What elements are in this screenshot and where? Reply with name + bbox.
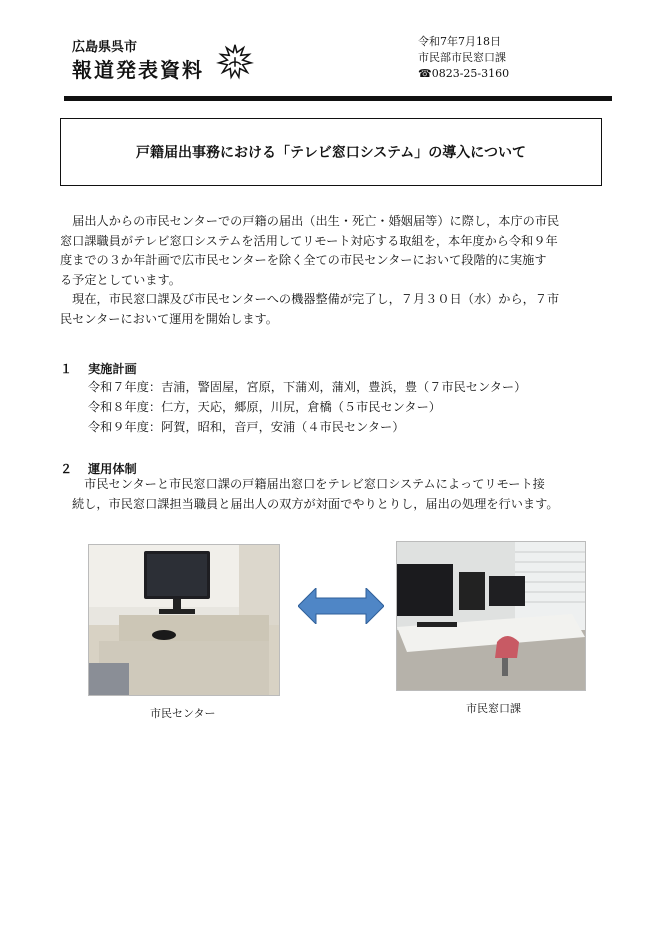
double-arrow-icon <box>298 588 384 624</box>
intro-line: 民センターにおいて運用を開始します。 <box>60 311 278 326</box>
department-name: 市民部市民窓口課 <box>418 51 506 64</box>
intro-paragraph <box>60 212 614 329</box>
intro-line: 届出人からの市民センターでの戸籍の届出（出生・死亡・婚姻届等）に際し，本庁の市民 <box>60 214 560 228</box>
release-date: 令和7年7月18日 <box>418 35 501 48</box>
plan-item: 令和９年度：阿賀，昭和，音戸，安浦（４市民センター） <box>88 420 405 434</box>
page-title: 戸籍届出事務における「テレビ窓口システム」の導入について <box>135 145 527 161</box>
citizen-center-photo <box>88 544 280 696</box>
operation-line: 続し，市民窓口課担当職員と届出人の双方が対面でやりとりし，届出の処理を行います。 <box>72 496 559 511</box>
intro-line: 現在，市民窓口課及び市民センターへの機器整備が完了し，７月３０日（水）から，７市 <box>60 292 560 306</box>
document-type: 報道発表資料 <box>72 58 204 82</box>
header-info <box>418 34 509 82</box>
section-number: ２ <box>60 462 73 476</box>
left-photo-caption: 市民センター <box>150 707 216 720</box>
citizen-window-photo <box>396 541 586 691</box>
plan-item: 令和７年度：吉浦，警固屋，宮原，下蒲刈，蒲刈，豊浜，豊（７市民センター） <box>88 380 527 394</box>
city-emblem-icon <box>216 42 254 80</box>
section-1-heading <box>60 360 137 377</box>
section-number: １ <box>60 362 73 376</box>
operation-paragraph <box>72 475 612 514</box>
intro-line: 度までの３か年計画で広市民センターを除く全ての市民センターにおいて段階的に実施す <box>60 253 547 267</box>
plan-item: 令和８年度：仁方，天応，郷原，川尻，倉橋（５市民センター） <box>88 400 441 414</box>
title-box <box>60 118 602 186</box>
phone-number: ☎0823-25-3160 <box>418 67 510 80</box>
section-title: 運用体制 <box>88 462 137 476</box>
plan-list <box>88 377 526 437</box>
operation-line: 市民センターと市民窓口課の戸籍届出窓口をテレビ窓口システムによってリモート接 <box>72 477 545 491</box>
intro-line: る予定としています。 <box>60 272 181 287</box>
city-name: 広島県呉市 <box>72 40 138 55</box>
section-title: 実施計画 <box>88 362 137 376</box>
header-rule <box>64 96 612 101</box>
intro-line: 窓口課職員がテレビ窓口システムを活用してリモート対応する取組を，本年度から令和９年 <box>60 233 558 248</box>
right-photo-caption: 市民窓口課 <box>466 702 521 715</box>
